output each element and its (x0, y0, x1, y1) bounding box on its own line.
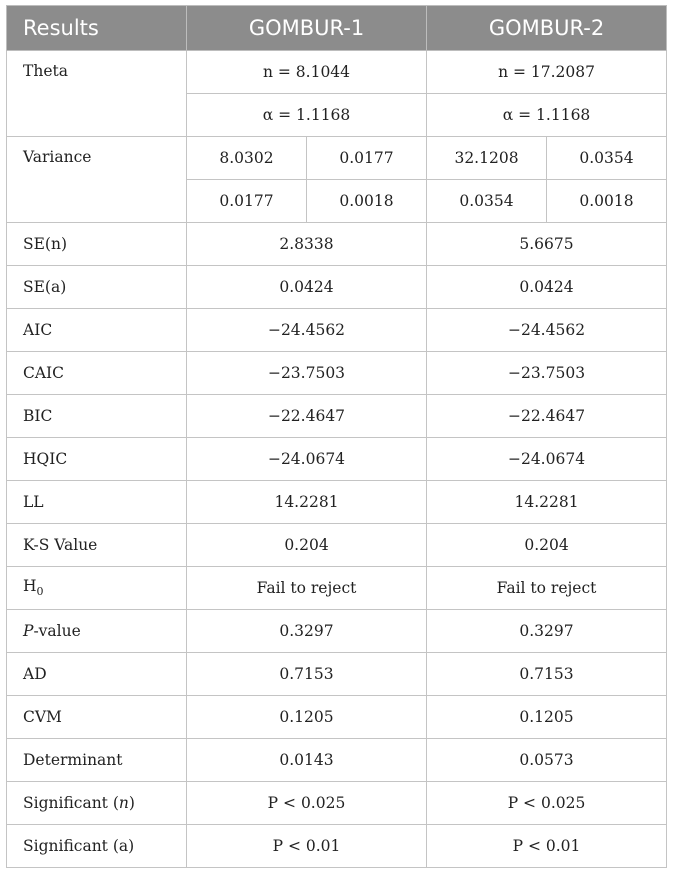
cell-g2: −24.4562 (427, 309, 667, 352)
label-subscript: 0 (36, 585, 44, 599)
row-label-variance: Variance (7, 137, 187, 223)
table-row (7, 610, 667, 653)
row-label: Significant (a) (7, 825, 187, 868)
cell-g2-theta-n: n = 17.2087 (427, 51, 667, 94)
cell-g2: 0.204 (427, 524, 667, 567)
label-end: ) (128, 794, 135, 812)
label-text: -value (33, 622, 81, 640)
cell-g1-theta-alpha: α = 1.1168 (187, 94, 427, 137)
cell-g1: 0.3297 (187, 610, 427, 653)
row-label (7, 610, 187, 653)
label-text: H (23, 577, 37, 596)
cell-g2: −23.7503 (427, 352, 667, 395)
cell-g1-theta-n: n = 8.1044 (187, 51, 427, 94)
row-label: HQIC (7, 438, 187, 481)
cell-g2: 5.6675 (427, 223, 667, 266)
cell-g2-var-21: 0.0354 (427, 180, 547, 223)
row-label: BIC (7, 395, 187, 438)
row-label: AIC (7, 309, 187, 352)
header-gombur-2: GOMBUR-2 (427, 6, 667, 51)
row-label: CAIC (7, 352, 187, 395)
cell-g2: 14.2281 (427, 481, 667, 524)
cell-g2-var-12: 0.0354 (547, 137, 667, 180)
table-row (7, 653, 667, 696)
cell-g1: 14.2281 (187, 481, 427, 524)
table-row (7, 266, 667, 309)
cell-g2: −24.0674 (427, 438, 667, 481)
table-row (7, 696, 667, 739)
table-row (7, 352, 667, 395)
header-gombur-1: GOMBUR-1 (187, 6, 427, 51)
cell-g1: P < 0.025 (187, 782, 427, 825)
header-row (7, 6, 667, 51)
row-label: SE(n) (7, 223, 187, 266)
table-row (7, 223, 667, 266)
cell-g1: −22.4647 (187, 395, 427, 438)
row-label: CVM (7, 696, 187, 739)
table-row (7, 309, 667, 352)
results-table (6, 5, 667, 868)
cell-g1-var-12: 0.0177 (307, 137, 427, 180)
cell-g1: P < 0.01 (187, 825, 427, 868)
cell-g2: −22.4647 (427, 395, 667, 438)
cell-g1: −23.7503 (187, 352, 427, 395)
row-label (7, 782, 187, 825)
cell-g1-var-22: 0.0018 (307, 180, 427, 223)
cell-g1: −24.4562 (187, 309, 427, 352)
row-label: K-S Value (7, 524, 187, 567)
cell-g1: 0.0424 (187, 266, 427, 309)
row-label: AD (7, 653, 187, 696)
cell-g1: Fail to reject (187, 567, 427, 610)
header-results: Results (7, 6, 187, 51)
table-row (7, 739, 667, 782)
cell-g1: −24.0674 (187, 438, 427, 481)
label-text: Significant ( (23, 794, 119, 812)
cell-g1-var-21: 0.0177 (187, 180, 307, 223)
table-row (7, 782, 667, 825)
cell-g2-theta-alpha: α = 1.1168 (427, 94, 667, 137)
cell-g2-var-11: 32.1208 (427, 137, 547, 180)
table-row-variance-1 (7, 137, 667, 180)
cell-g2: P < 0.01 (427, 825, 667, 868)
cell-g2: 0.7153 (427, 653, 667, 696)
label-italic: n (118, 794, 129, 812)
table-row (7, 567, 667, 610)
row-label: SE(a) (7, 266, 187, 309)
cell-g2: 0.0424 (427, 266, 667, 309)
table-row (7, 395, 667, 438)
row-label (7, 567, 187, 610)
cell-g1: 0.0143 (187, 739, 427, 782)
cell-g1: 0.1205 (187, 696, 427, 739)
cell-g2: 0.3297 (427, 610, 667, 653)
table-row (7, 825, 667, 868)
table-row (7, 438, 667, 481)
cell-g2: 0.1205 (427, 696, 667, 739)
cell-g1-var-11: 8.0302 (187, 137, 307, 180)
cell-g2: 0.0573 (427, 739, 667, 782)
cell-g2: Fail to reject (427, 567, 667, 610)
row-label: LL (7, 481, 187, 524)
label-italic: P (23, 622, 34, 640)
row-label: Determinant (7, 739, 187, 782)
cell-g2-var-22: 0.0018 (547, 180, 667, 223)
cell-g1: 0.7153 (187, 653, 427, 696)
cell-g1: 0.204 (187, 524, 427, 567)
cell-g1: 2.8338 (187, 223, 427, 266)
table-row (7, 524, 667, 567)
table-row-theta-n (7, 51, 667, 94)
row-label-theta: Theta (7, 51, 187, 137)
cell-g2: P < 0.025 (427, 782, 667, 825)
table-row (7, 481, 667, 524)
